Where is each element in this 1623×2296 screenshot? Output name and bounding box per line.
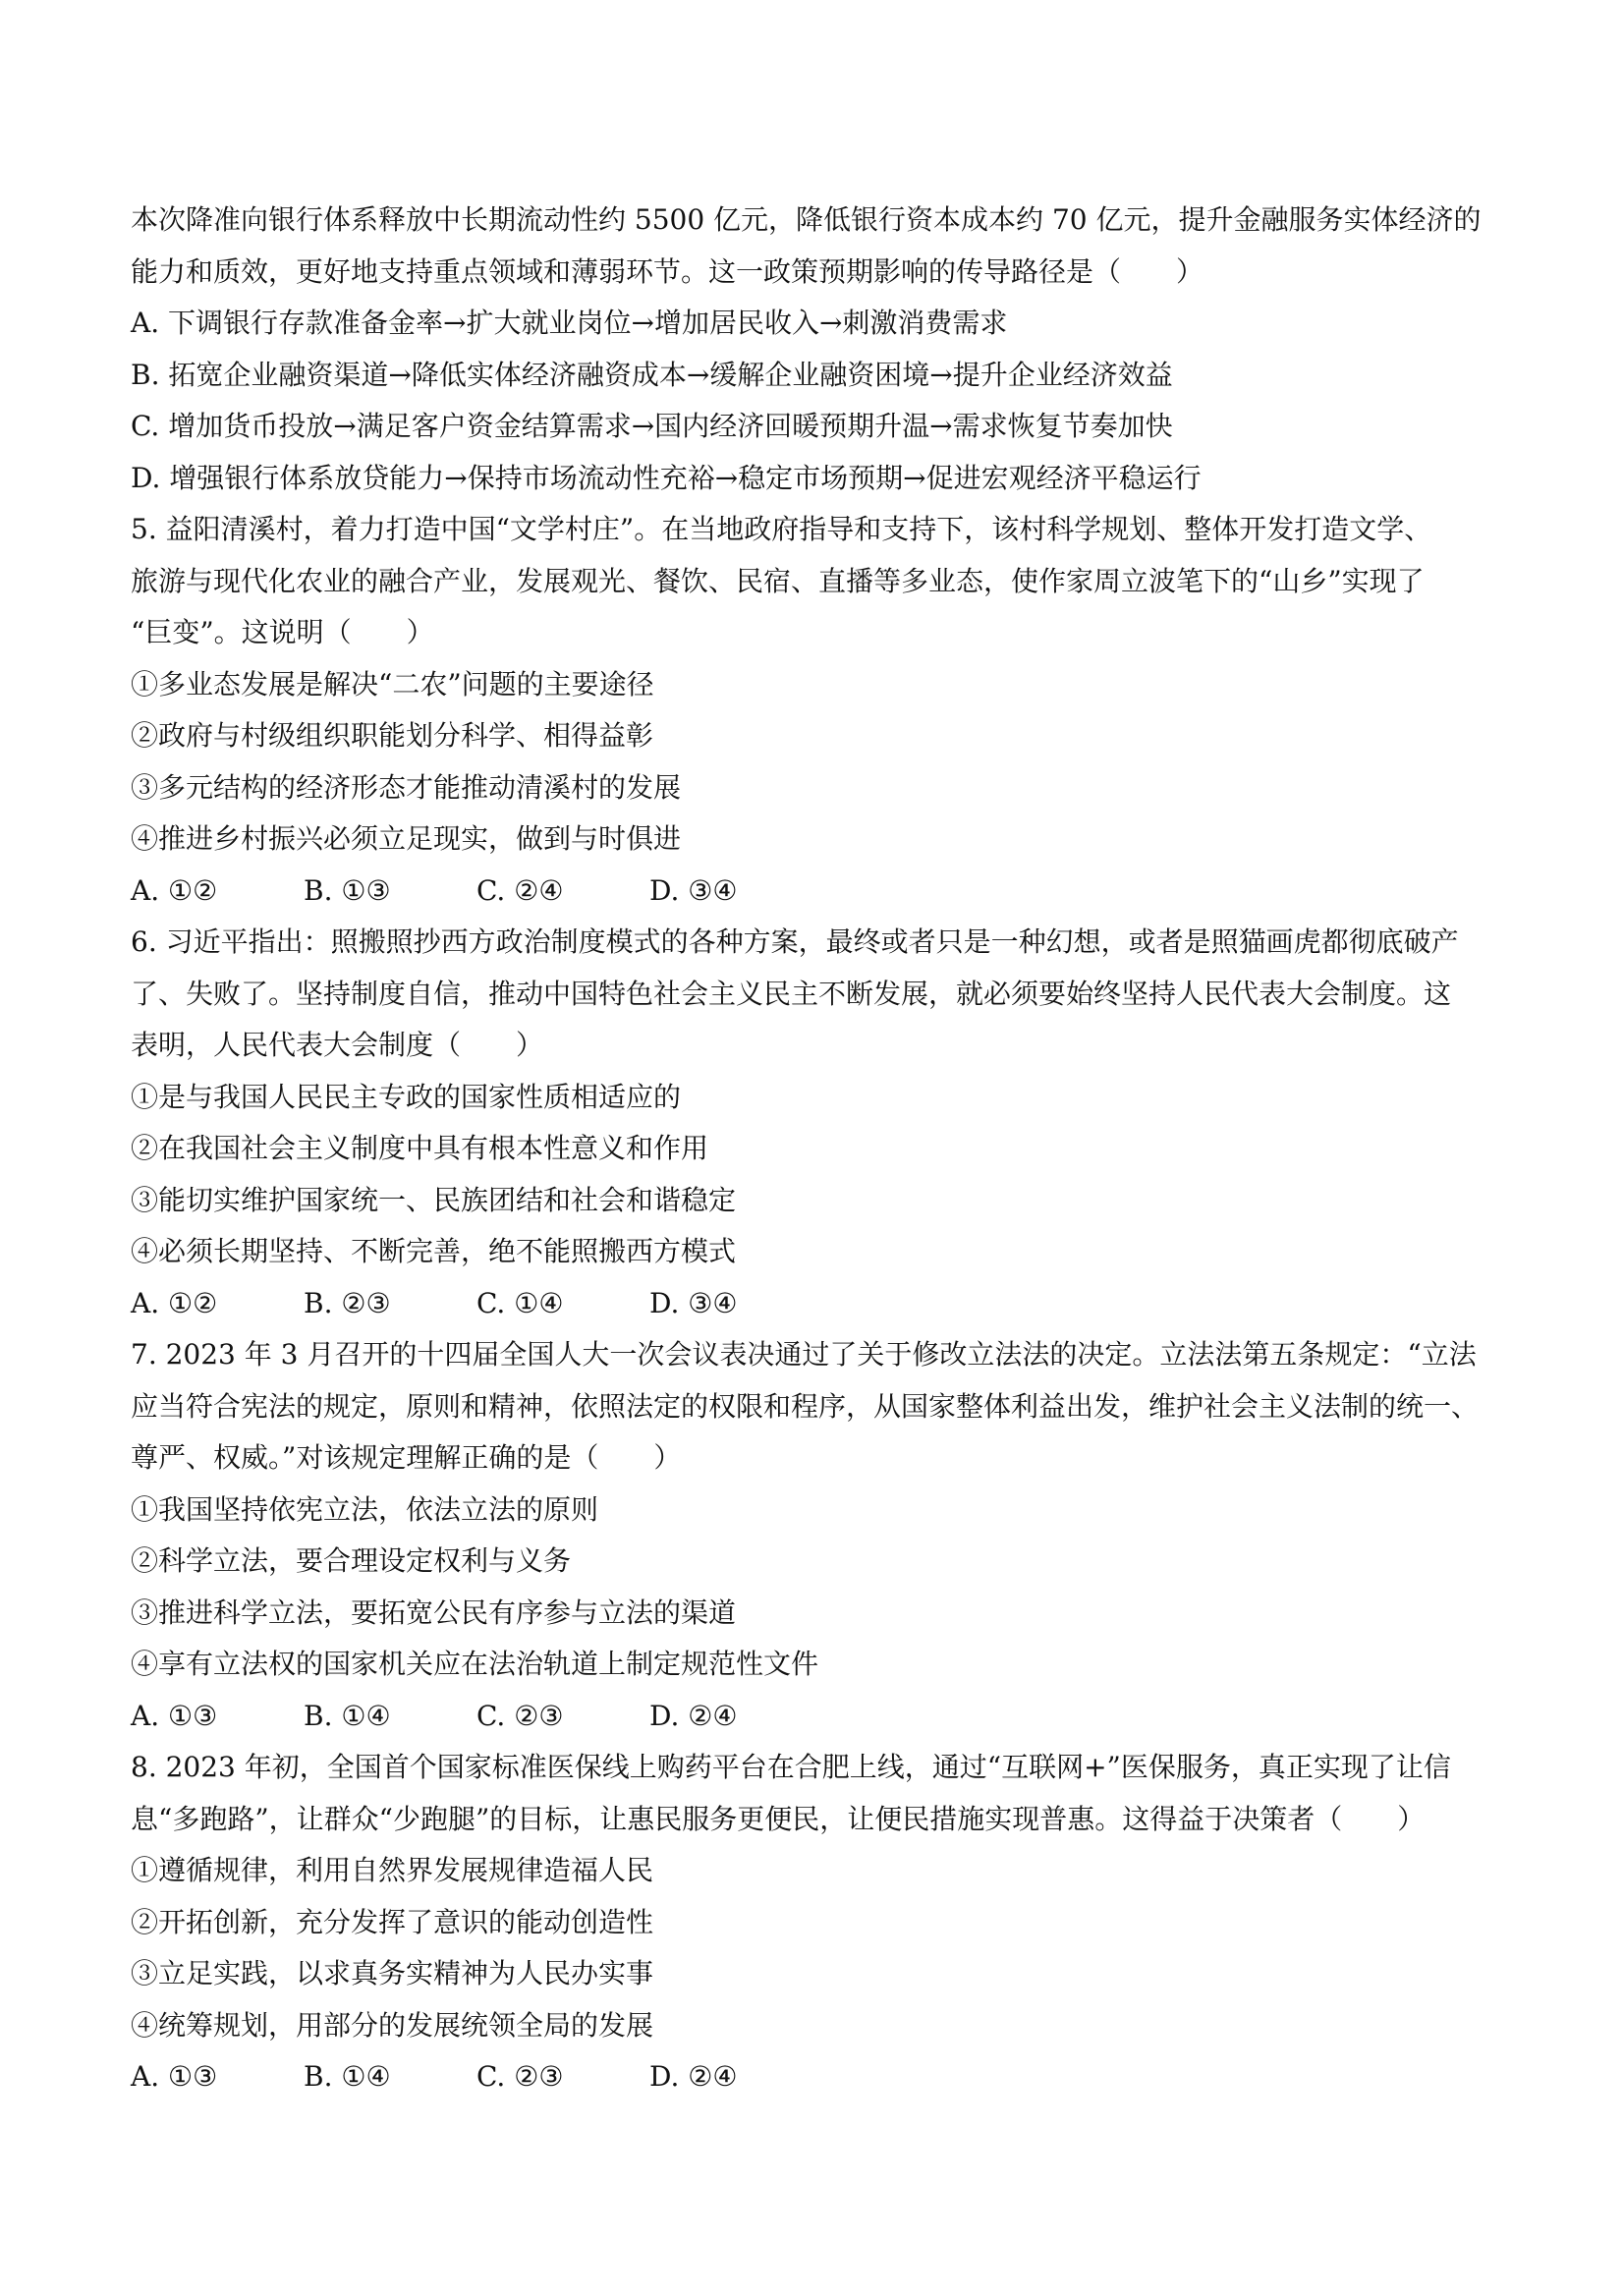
stem-line: 息“多跑路”，让群众“少跑腿”的目标，让惠民服务更便民，让便民措施实现普惠。这得益于决策者（ ） — [131, 1802, 1426, 1835]
choice-c: C. ②③ — [476, 1699, 564, 1732]
stem-line: 了、失败了。坚持制度自信，推动中国特色社会主义民主不断发展，就必须要始终坚持人民代表大会制度。这 — [131, 977, 1452, 1010]
exam-page — [131, 195, 1506, 2103]
question-7 — [131, 1329, 1506, 1742]
question-4-continuation — [131, 195, 1506, 504]
stem-line: 本次降准向银行体系释放中长期流动性约 5500 亿元，降低银行资本成本约 70 亿元，提升金融服务实体经济的 — [131, 203, 1482, 236]
stem-line: 6. 习近平指出：照搬照抄西方政治制度模式的各种方案，最终或者只是一种幻想，或者是照猫画虎都彻底破产 — [131, 925, 1459, 958]
choice-a: A. ①③ — [131, 2060, 218, 2093]
statement-item: ②科学立法，要合理设定权利与义务 — [131, 1544, 572, 1577]
question-8 — [131, 1742, 1506, 2103]
choice-d: D. ③④ — [649, 873, 738, 907]
stem-line: 8. 2023 年初，全国首个国家标准医保线上购药平台在合肥上线，通过“互联网+”医保服务，真正实现了让信 — [131, 1751, 1451, 1783]
choice-b: B. ①③ — [304, 873, 391, 907]
statement-item: ④统筹规划，用部分的发展统领全局的发展 — [131, 2008, 654, 2042]
choice-d: D. ③④ — [649, 1286, 738, 1319]
statement-item: ①多业态发展是解决“二农”问题的主要途径 — [131, 667, 654, 700]
answer-choices — [131, 866, 1506, 918]
option-d: D. 增强银行体系放贷能力→保持市场流动性充裕→稳定市场预期→促进宏观经济平稳运行 — [131, 461, 1202, 494]
option-c: C. 增加货币投放→满足客户资金结算需求→国内经济回暖预期升温→需求恢复节奏加快 — [131, 410, 1173, 442]
choice-d: D. ②④ — [649, 1699, 738, 1732]
choice-c: C. ①④ — [476, 1286, 564, 1319]
statement-item: ①我国坚持依宪立法，依法立法的原则 — [131, 1492, 599, 1526]
stem-line: 能力和质效，更好地支持重点领域和薄弱环节。这一政策预期影响的传导路径是（ ） — [131, 254, 1204, 288]
stem-line: 5. 益阳清溪村，着力打造中国“文学村庄”。在当地政府指导和支持下，该村科学规划、整体开发打造文学、 — [131, 513, 1432, 545]
stem-line: 7. 2023 年 3 月召开的十四届全国人大一次会议表决通过了关于修改立法法的决定。立法法第五条规定：“立法 — [131, 1338, 1477, 1371]
statement-item: ③立足实践，以求真务实精神为人民办实事 — [131, 1957, 654, 1989]
statement-item: ③多元结构的经济形态才能推动清溪村的发展 — [131, 770, 682, 804]
statement-item: ③能切实维护国家统一、民族团结和社会和谐稳定 — [131, 1183, 737, 1216]
statement-item: ②在我国社会主义制度中具有根本性意义和作用 — [131, 1132, 709, 1164]
option-b: B. 拓宽企业融资渠道→降低实体经济融资成本→缓解企业融资困境→提升企业经济效益 — [131, 358, 1173, 391]
choice-a: A. ①② — [131, 1286, 218, 1319]
stem-line: 旅游与现代化农业的融合产业，发展观光、餐饮、民宿、直播等多业态，使作家周立波笔下的“山乡”实现了 — [131, 564, 1425, 597]
stem-line: 尊严、权威。”对该规定理解正确的是（ ） — [131, 1441, 682, 1474]
choice-c: C. ②④ — [476, 873, 564, 907]
choice-a: A. ①② — [131, 873, 218, 907]
choice-a: A. ①③ — [131, 1699, 218, 1732]
choice-d: D. ②④ — [649, 2060, 738, 2093]
stem-line: “巨变”。这说明（ ） — [131, 616, 434, 648]
question-6 — [131, 917, 1506, 1329]
option-a: A. 下调银行存款准备金率→扩大就业岗位→增加居民收入→刺激消费需求 — [131, 307, 1008, 339]
choice-b: B. ①④ — [304, 2060, 391, 2093]
answer-choices — [131, 1278, 1506, 1330]
statement-item: ①是与我国人民民主专政的国家性质相适应的 — [131, 1080, 682, 1113]
choice-b: B. ①④ — [304, 1699, 391, 1732]
statement-item: ④推进乡村振兴必须立足现实，做到与时俱进 — [131, 822, 682, 855]
answer-choices — [131, 1691, 1506, 1743]
answer-choices — [131, 2051, 1506, 2103]
stem-line: 应当符合宪法的规定，原则和精神，依照法定的权限和程序，从国家整体利益出发，维护社会主义法制的统一、 — [131, 1389, 1480, 1423]
stem-line: 表明，人民代表大会制度（ ） — [131, 1029, 544, 1061]
statement-item: ③推进科学立法，要拓宽公民有序参与立法的渠道 — [131, 1596, 737, 1629]
statement-item: ④享有立法权的国家机关应在法治轨道上制定规范性文件 — [131, 1648, 819, 1680]
question-5 — [131, 504, 1506, 917]
choice-c: C. ②③ — [476, 2060, 564, 2093]
statement-item: ④必须长期坚持、不断完善，绝不能照搬西方模式 — [131, 1235, 737, 1267]
choice-b: B. ②③ — [304, 1286, 391, 1319]
statement-item: ①遵循规律，利用自然界发展规律造福人民 — [131, 1854, 654, 1886]
statement-item: ②政府与村级组织职能划分科学、相得益彰 — [131, 719, 654, 752]
statement-item: ②开拓创新，充分发挥了意识的能动创造性 — [131, 1905, 654, 1938]
